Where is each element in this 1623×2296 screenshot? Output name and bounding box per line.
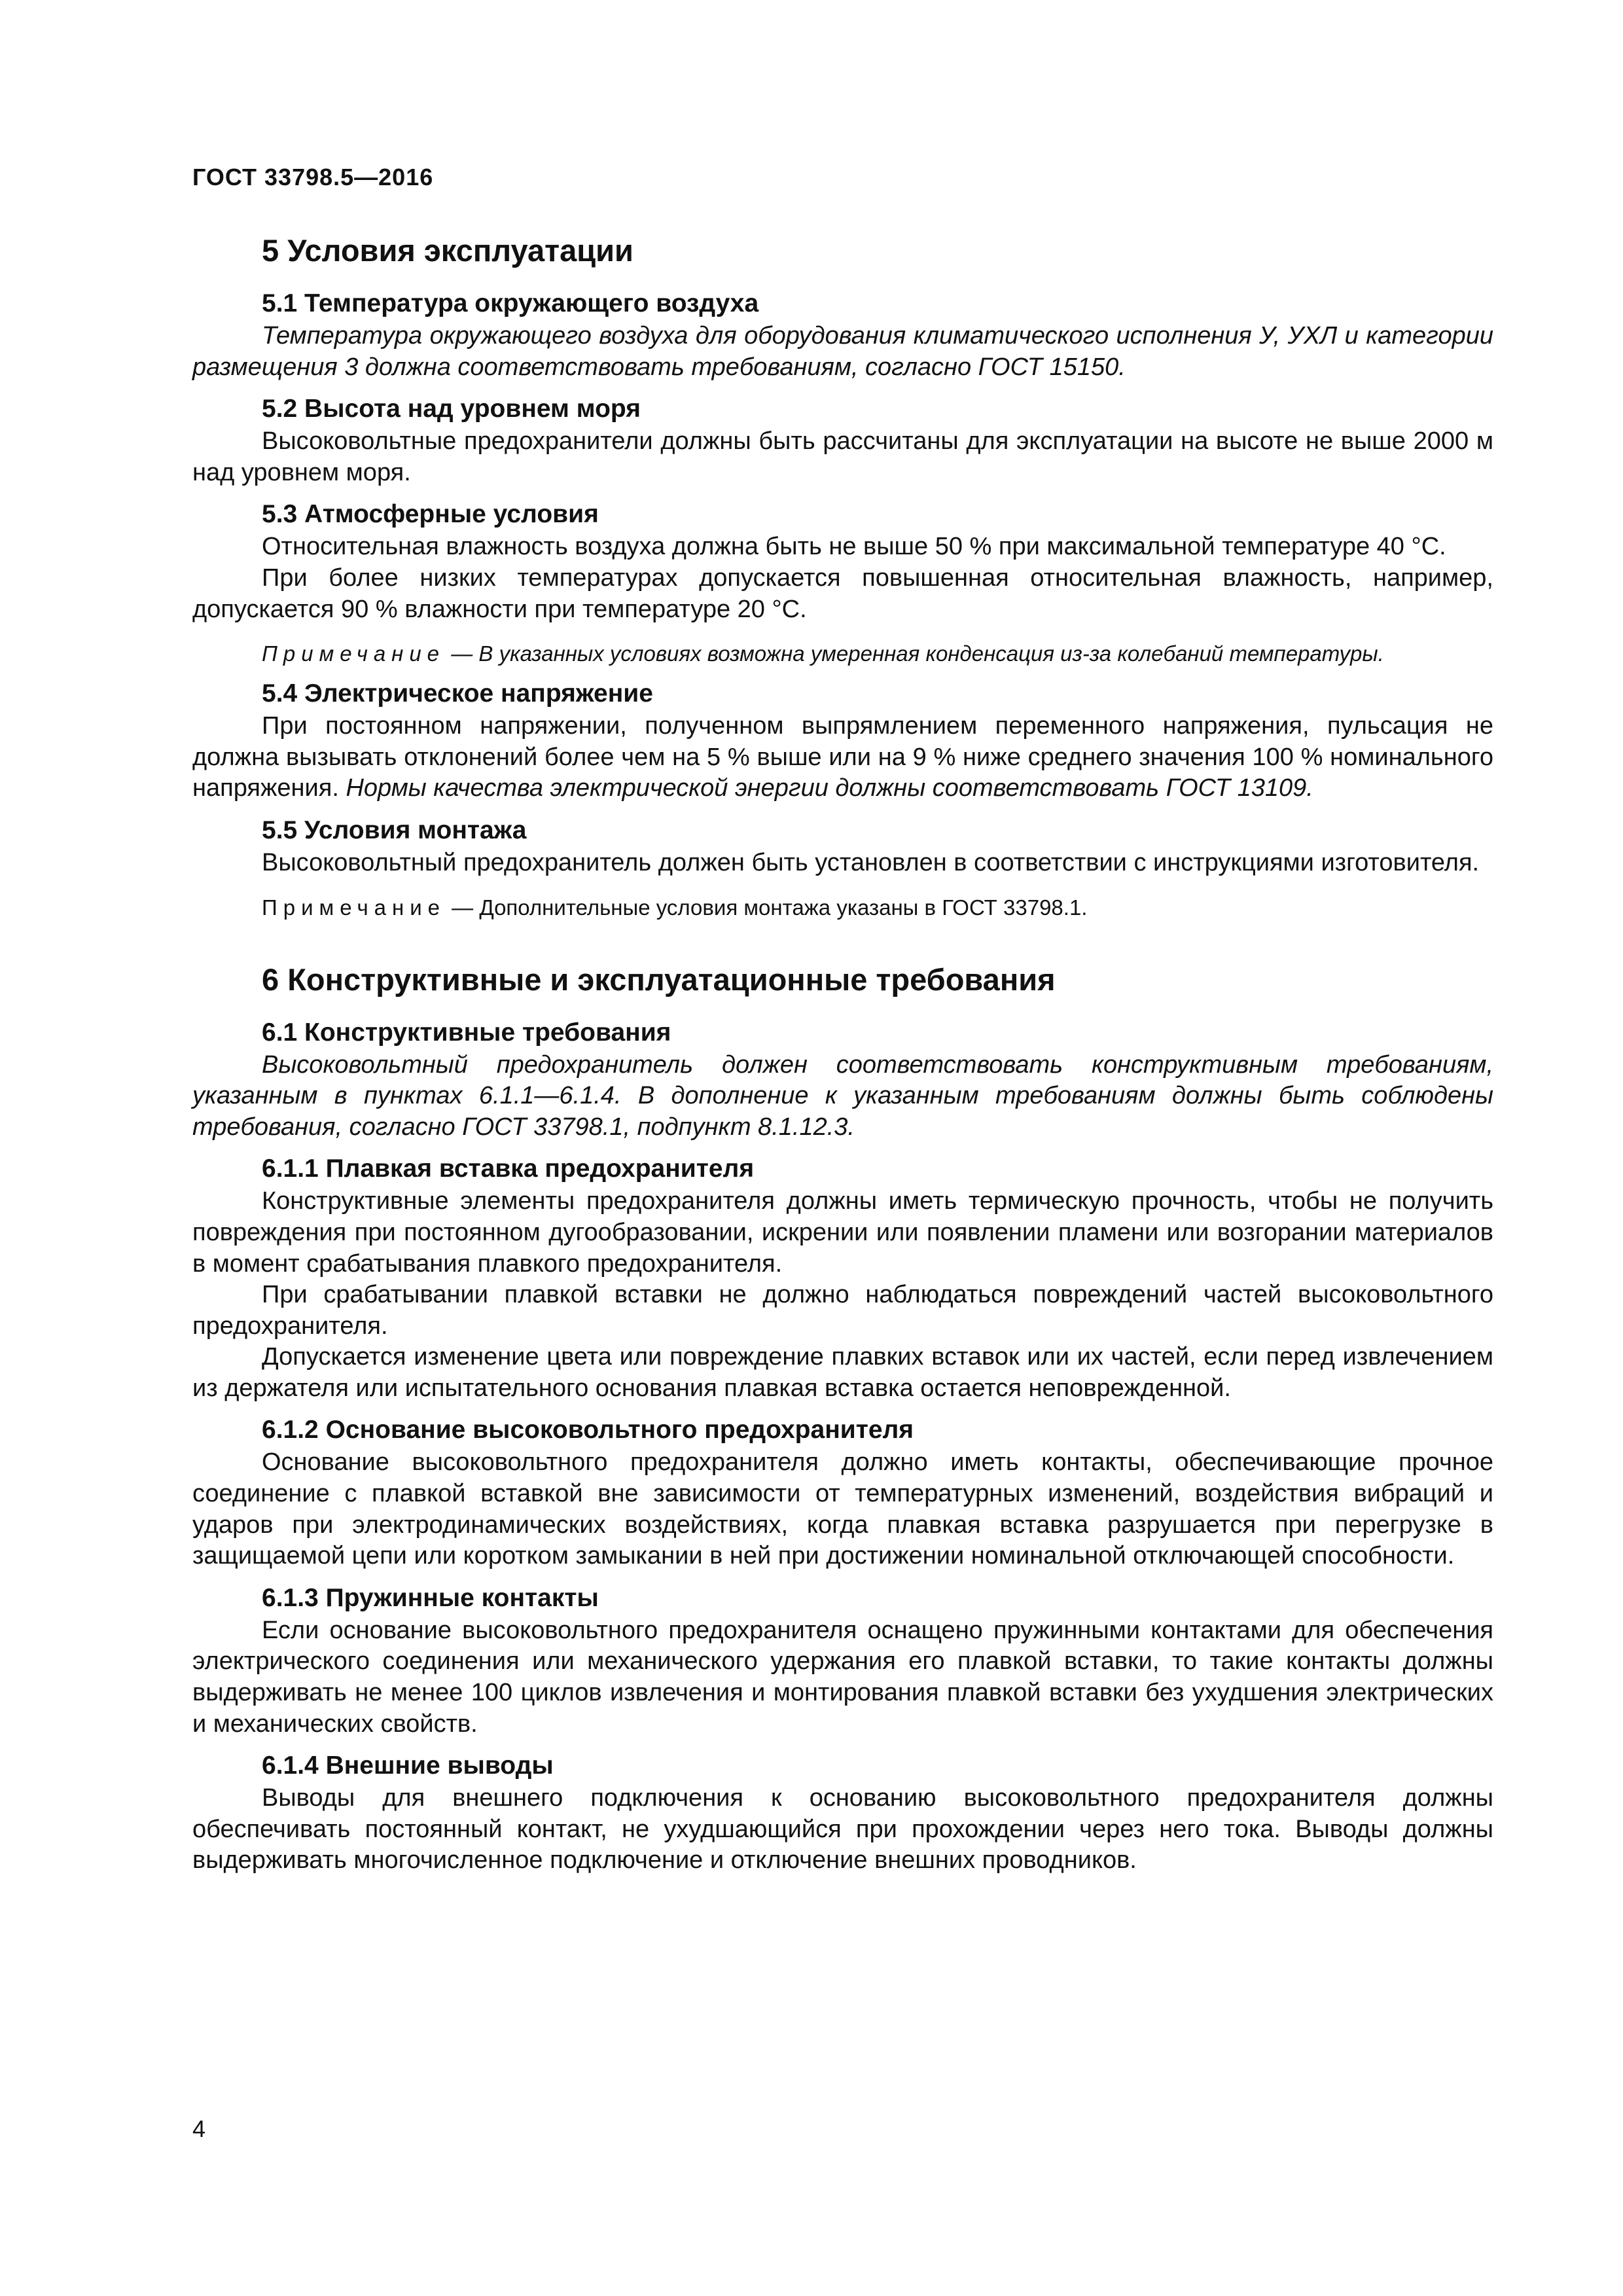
section-5-4-text-italic: Нормы качества электрической энергии должны соответствовать ГОСТ 13109. — [338, 774, 1313, 802]
section-5-4-text — [192, 711, 1493, 804]
section-5-3-paragraph-1: Относительная влажность воздуха должна быть не выше 50 % при максимальной температуре 40 °С. — [262, 533, 1446, 561]
document-id: ГОСТ 33798.5—2016 — [192, 164, 434, 190]
section-5-1-text: Температура окружающего воздуха для оборудования климатического исполнения У, УХЛ и категории размещения 3 должна соответствовать требованиям, согласно ГОСТ 15150. — [192, 322, 1493, 381]
section-5-4-text-regular: При постоянном напряжении, полученном выпрямлением переменного напряжения, пульсация не должна вызывать отклонений более чем на 5 % выше или на 9 % ниже среднего значения 100 % номинального напряжения. — [192, 712, 1493, 802]
document-page — [192, 0, 1493, 2296]
note-text: — Дополнительные условия монтажа указаны в ГОСТ 33798.1. — [446, 895, 1088, 920]
section-6-1-4-text: Выводы для внешнего подключения к основанию высоковольтного предохранителя должны обеспечивать постоянный контакт, не ухудшающийся при прохождении через него тока. Выводы должны выдерживать многочисленное подключение и отключение внешних проводников. — [192, 1784, 1493, 1874]
section-5-3-heading: 5.3 Атмосферные условия — [262, 500, 599, 529]
document-body — [192, 229, 1493, 1876]
note-label: Примечание — [262, 895, 446, 920]
section-6-1-2-text: Основание высоковольтного предохранителя должно иметь контакты, обеспечивающие прочное соединение с плавкой вставкой вне зависимости от температурных изменений, воздействия вибраций и ударов при электродинамических воздействиях, когда плавкая вставка разрушается при перегрузке в защищаемой цепи или коротком замыкании в ней при достижении номинальной отключающей способности. — [192, 1448, 1493, 1570]
section-5-1-heading: 5.1 Температура окружающего воздуха — [262, 289, 759, 317]
section-5-3-note — [192, 639, 1493, 668]
section-5-5-note — [192, 893, 1493, 922]
section-6-1-3-heading: 6.1.3 Пружинные контакты — [262, 1583, 599, 1612]
section-5-5-text: Высоковольтный предохранитель должен быть установлен в соответствии с инструкциями изготовителя. — [262, 848, 1480, 876]
section-6-title: 6 Конструктивные и эксплуатационные требования — [262, 961, 1056, 997]
section-5-4-heading: 5.4 Электрическое напряжение — [262, 679, 653, 708]
section-5-5-heading: 5.5 Условия монтажа — [262, 816, 527, 844]
section-5-2-heading: 5.2 Высота над уровнем моря — [262, 395, 641, 423]
section-5-2-text: Высоковольтные предохранители должны быть рассчитаны для эксплуатации на высоте не выше 2000 м над уровнем моря. — [192, 427, 1493, 486]
page-number: 4 — [192, 2115, 206, 2142]
section-5-title: 5 Условия эксплуатации — [262, 233, 633, 268]
section-5-3-paragraph-2: При более низких температурах допускается повышенная относительная влажность, например, допускается 90 % влажности при температуре 20 °С. — [192, 564, 1493, 623]
section-6-1-1-heading: 6.1.1 Плавкая вставка предохранителя — [262, 1155, 755, 1183]
note-label: Примечание — [262, 641, 446, 666]
section-6-1-1-paragraph-1: Конструктивные элементы предохранителя должны иметь термическую прочность, чтобы не получить повреждения при постоянном дугообразовании, искрении или появлении пламени или возгорании материалов в момент срабатывания плавкого предохранителя. — [192, 1187, 1493, 1278]
section-6-1-1-paragraph-2: При срабатывании плавкой вставки не должно наблюдаться повреждений частей высоковольтного предохранителя. — [192, 1281, 1493, 1340]
section-6-1-text: Высоковольтный предохранитель должен соответствовать конструктивным требованиям, указанным в пунктах 6.1.1—6.1.4. В дополнение к указанным требованиям должны быть соблюдены требования, согласно ГОСТ 33798.1, подпункт 8.1.12.3. — [192, 1050, 1493, 1141]
section-6-1-1-paragraph-3: Допускается изменение цвета или повреждение плавких вставок или их частей, если перед извлечением из держателя или испытательного основания плавкая вставка остается неповрежденной. — [192, 1343, 1493, 1402]
section-6-1-heading: 6.1 Конструктивные требования — [262, 1018, 671, 1047]
section-6-1-4-heading: 6.1.4 Внешние выводы — [262, 1751, 554, 1780]
section-6-1-3-text: Если основание высоковольтного предохранителя оснащено пружинными контактами для обеспечения электрического соединения или механического удержания его плавкой вставки, то такие контакты должны выдерживать не менее 100 циклов извлечения и монтирования плавкой вставки без ухудшения электрических и механических свойств. — [192, 1616, 1493, 1738]
note-text: — В указанных условиях возможна умеренная конденсация из-за колебаний температуры. — [445, 641, 1384, 666]
section-6-1-2-heading: 6.1.2 Основание высоковольтного предохранителя — [262, 1416, 914, 1444]
